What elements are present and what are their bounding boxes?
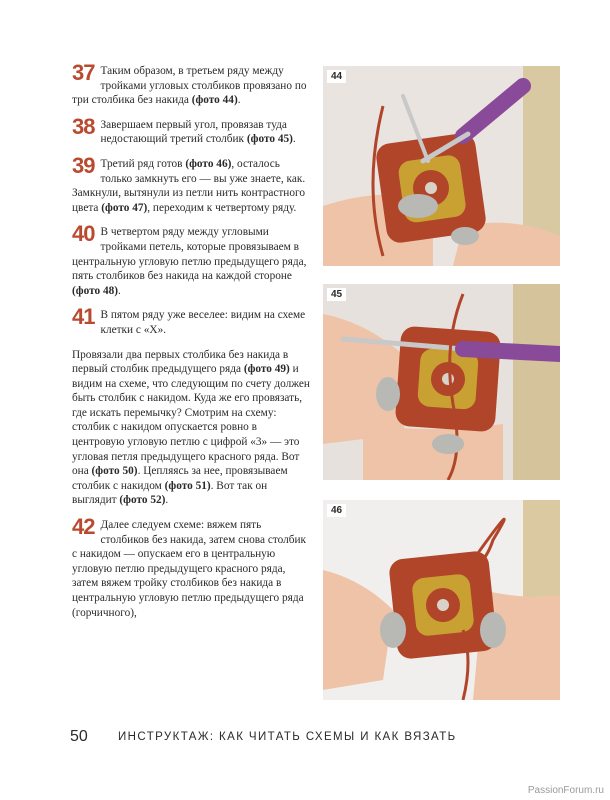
step-text-tail: . — [292, 133, 296, 146]
step-number: 38 — [72, 113, 95, 139]
paragraph-text: Провязали два первых столбика без накида в первый столбик предыдущего ряда — [72, 348, 289, 376]
photo-ref: (фото 44) — [191, 94, 238, 107]
step-text: Третий ряд готов — [100, 157, 186, 170]
step-41 — [72, 304, 312, 337]
step-text: В пятом ряду уже веселее: видим на схеме клетки с «Х». — [100, 309, 306, 336]
photo-label: 44 — [327, 70, 346, 83]
running-title: ИНСТРУКТАЖ: КАК ЧИТАТЬ СХЕМЫ И КАК ВЯЗАТЬ — [118, 731, 457, 743]
step-text: Таким образом, в третьем ряду между тройками угловых столбиков провязано по три столбика без накида — [72, 65, 307, 107]
step-42 — [72, 514, 312, 620]
step-37 — [72, 60, 312, 108]
photo-45 — [323, 284, 560, 480]
step-number: 39 — [72, 152, 95, 178]
photo-ref: (фото 48) — [72, 284, 119, 297]
step-39 — [72, 152, 312, 215]
step-number: 42 — [72, 514, 95, 540]
paragraph-text: . — [165, 494, 169, 507]
step-number: 41 — [72, 304, 95, 330]
photo-ref: (фото 49) — [243, 363, 290, 376]
photo-ref: (фото 46) — [185, 157, 232, 170]
crochet-photo-illustration — [323, 66, 560, 266]
step-38 — [72, 113, 312, 147]
watermark: PassionForum.ru — [527, 785, 604, 796]
step-40 — [72, 221, 312, 298]
photo-ref: (фото 50) — [91, 465, 138, 478]
step-text-tail: . — [237, 94, 241, 107]
photo-ref: (фото 45) — [246, 133, 293, 146]
photo-ref: (фото 52) — [119, 494, 166, 507]
photo-label: 45 — [327, 288, 346, 301]
crochet-photo-illustration — [323, 284, 560, 480]
step-number: 40 — [72, 221, 95, 247]
photo-label: 46 — [327, 504, 346, 517]
crochet-photo-illustration — [323, 500, 560, 700]
step-text: Далее следуем схеме: вяжем пять столбиков без накида, затем снова столбик с накидом — опускаем его в центральную угловую петлю предыдущего красного ряда, затем вяжем тройку столбиков без накида в центральную угловую петлю предыдущего ряда (горчичного), — [72, 519, 307, 619]
photo-46 — [323, 500, 560, 700]
step-text-tail: . — [118, 284, 121, 297]
photo-ref: (фото 51) — [164, 479, 211, 492]
paragraph-text: и видим на схеме, что следующим по счету должен быть столбик с накидом. Куда же его провязать, где искать перемычку? Смотрим на схему: столбик с накидом опускается ровно в центровую угловую петлю с цифрой «3» — это угловая петля предыдущего красного ряда. Вот она — [72, 363, 310, 478]
text-column — [72, 60, 312, 630]
page-number: 50 — [70, 728, 88, 745]
photo-ref: (фото 47) — [101, 201, 148, 214]
paragraph-text: . Вот так он выглядит — [72, 479, 268, 507]
step-text: В четвертом ряду между угловыми тройками петель, которые провязываем в центральную угловую петлю предыдущего ряда, пять столбиков без накида на каждой стороне — [72, 226, 307, 283]
step-text: Завершаем первый угол, провязав туда недостающий третий столбик — [100, 118, 287, 146]
step-text-tail: , осталось только замкнуть его — вы уже знаете, как. Замкнули, вытянули из петли нить контрастного цвета — [72, 157, 306, 214]
step-number: 37 — [72, 60, 95, 85]
body-paragraph — [72, 348, 312, 509]
paragraph-text: . Цепляясь за нее, провязываем столбик с накидом — [72, 465, 288, 492]
photo-44 — [323, 66, 560, 266]
step-text-tail: , переходим к четвертому ряду. — [147, 201, 297, 214]
